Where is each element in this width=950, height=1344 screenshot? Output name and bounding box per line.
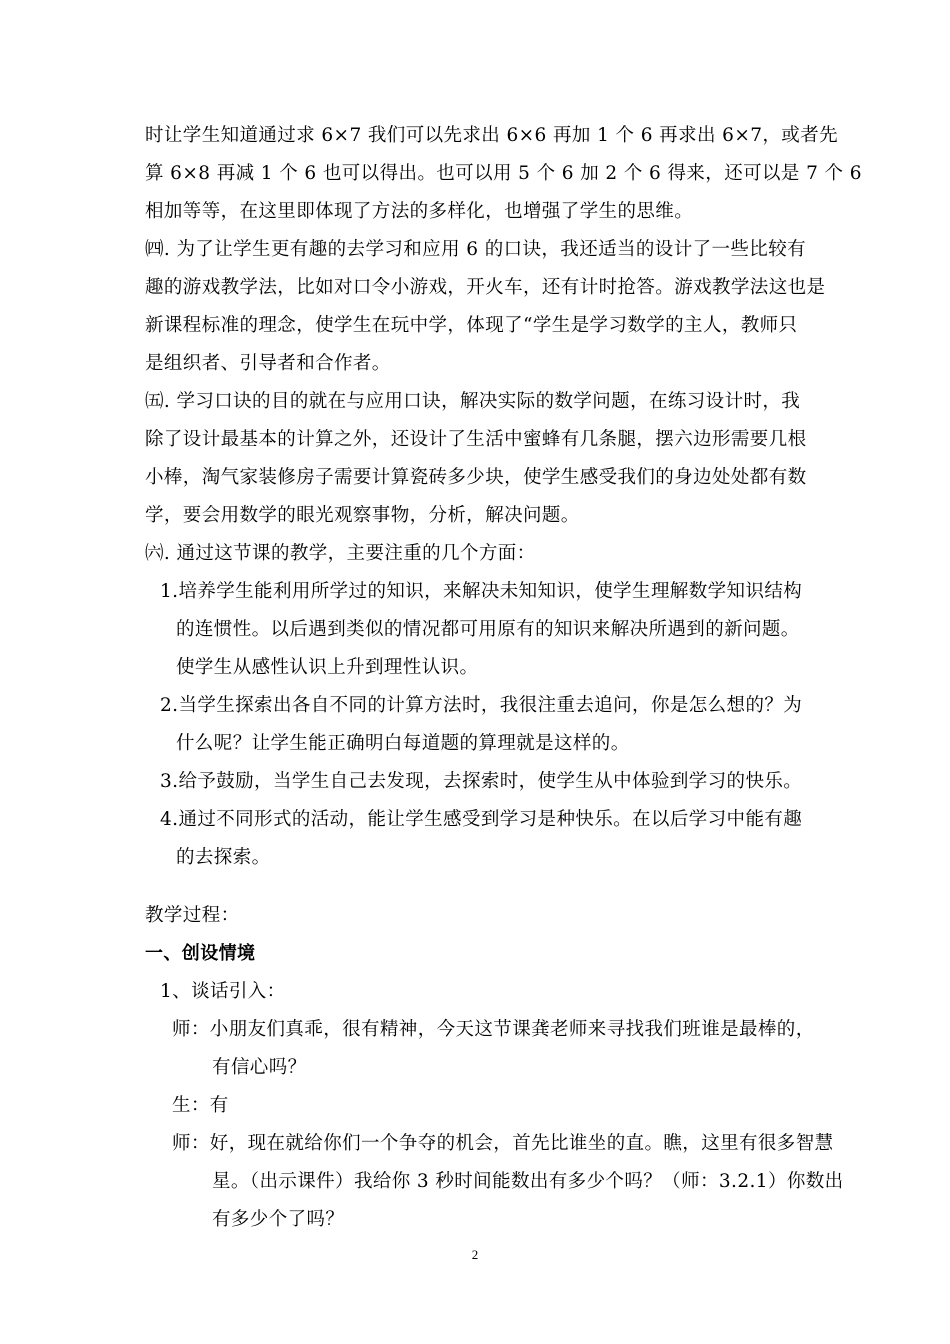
list-item-continuation: 的去探索。 (176, 847, 271, 868)
dialogue-continuation: 星。（出示课件）我给你 3 秒时间能数出有多少个吗？（师：3.2.1）你数出 (212, 1171, 844, 1192)
list-item-continuation: 什么呢？让学生能正确明白每道题的算理就是这样的。 (176, 733, 630, 754)
subsection-heading: 1、谈话引入： (160, 981, 286, 1002)
list-item-4: 4.通过不同形式的活动，能让学生感受到学习是种快乐。在以后学习中能有趣 (160, 809, 803, 830)
dialogue-continuation: 有多少个了吗？ (212, 1209, 345, 1230)
dialogue-line-teacher: 师：好，现在就给你们一个争夺的机会，首先比谁坐的直。瞧，这里有很多智慧 (172, 1133, 834, 1154)
list-item-2: 2.当学生探索出各自不同的计算方法时，我很注重去追问，你是怎么想的？为 (160, 695, 803, 716)
section-four-heading: ㈣. 为了让学生更有趣的去学习和应用 6 的口诀，我还适当的设计了一些比较有 (145, 239, 806, 260)
paragraph-line: 小棒，淘气家装修房子需要计算瓷砖多少块，使学生感受我们的身边处处都有数 (145, 467, 807, 488)
section-five-heading: ㈤. 学习口诀的目的就在与应用口诀，解决实际的数学问题，在练习设计时，我 (145, 391, 801, 412)
paragraph-line: 学，要会用数学的眼光观察事物，分析，解决问题。 (145, 505, 580, 526)
section-six-heading: ㈥. 通过这节课的教学，主要注重的几个方面： (145, 543, 536, 564)
page-number: 2 (471, 1247, 479, 1262)
paragraph-line: 是组织者、引导者和合作者。 (145, 353, 391, 374)
paragraph-line: 时让学生知道通过求 6×7 我们可以先求出 6×6 再加 1 个 6 再求出 6×7，或者先 (145, 125, 838, 146)
paragraph-line: 趣的游戏教学法，比如对口令小游戏，开火车，还有计时抢答。游戏教学法这也是 (145, 277, 826, 298)
list-item-continuation: 使学生从感性认识上升到理性认识。 (176, 657, 479, 678)
paragraph-line: 除了设计最基本的计算之外，还设计了生活中蜜蜂有几条腿，摆六边形需要几根 (145, 429, 807, 450)
dialogue-line-student: 生：有 (172, 1095, 229, 1116)
list-item-3: 3.给予鼓励，当学生自己去发现，去探索时，使学生从中体验到学习的快乐。 (160, 771, 803, 792)
list-item-1: 1.培养学生能利用所学过的知识，来解决未知知识，使学生理解数学知识结构 (160, 581, 803, 602)
dialogue-continuation: 有信心吗？ (212, 1057, 307, 1078)
dialogue-line-teacher: 师：小朋友们真乖，很有精神，今天这节课龚老师来寻找我们班谁是最棒的， (172, 1019, 815, 1040)
paragraph-line: 算 6×8 再减 1 个 6 也可以得出。也可以用 5 个 6 加 2 个 6 得来，还可以是 7 个 6 (145, 163, 862, 184)
section-heading-create-situation: 一、创设情境 (145, 943, 256, 964)
list-item-continuation: 的连惯性。以后遇到类似的情况都可用原有的知识来解决所遇到的新问题。 (176, 619, 800, 640)
teaching-process-label: 教学过程： (145, 905, 240, 926)
paragraph-line: 新课程标准的理念，使学生在玩中学，体现了“学生是学习数学的主人，教师只 (145, 315, 798, 336)
paragraph-line: 相加等等，在这里即体现了方法的多样化，也增强了学生的思维。 (145, 201, 694, 222)
